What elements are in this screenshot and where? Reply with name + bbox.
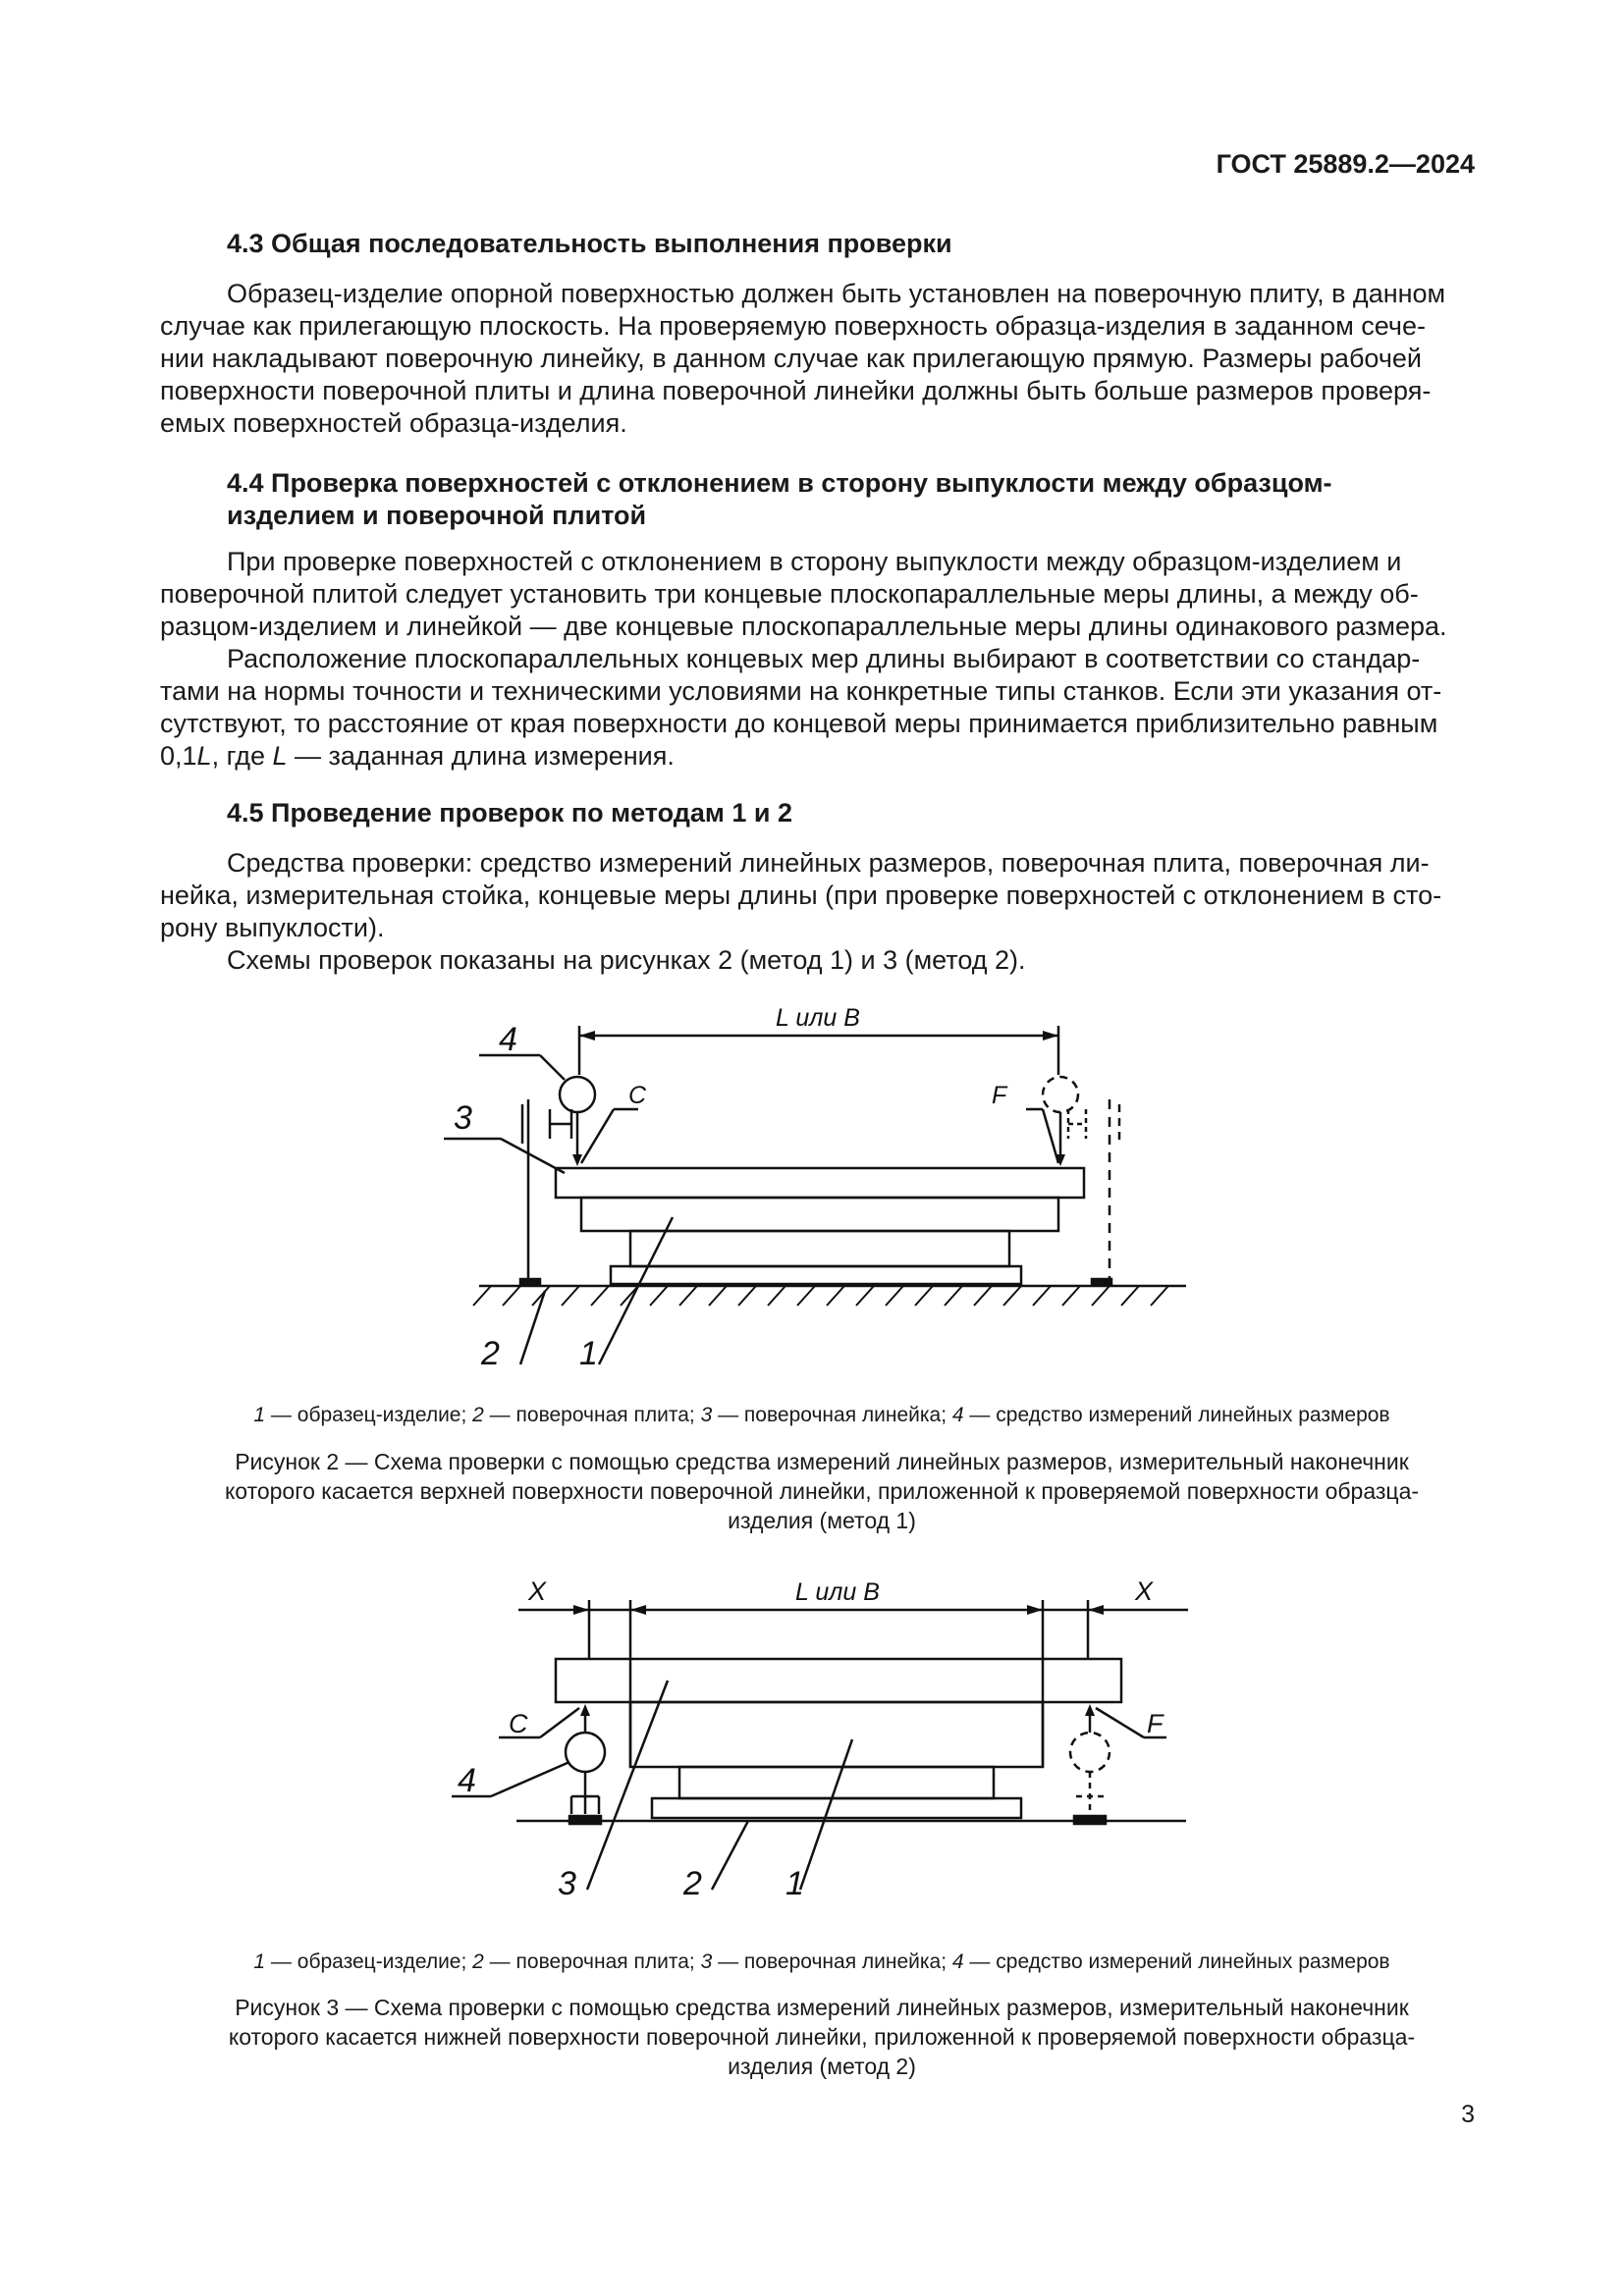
paragraph-line: емых поверхностей образца-изделия. bbox=[160, 408, 627, 438]
legend-text: — поверочная плита; bbox=[483, 1950, 701, 1973]
figure-3-diagram bbox=[0, 1561, 1624, 1924]
label-c: C bbox=[628, 1082, 647, 1109]
label-f: F bbox=[1147, 1709, 1164, 1738]
leader-f bbox=[1043, 1109, 1058, 1163]
paragraph-line: поверочной плитой следует установить три концевые плоскопараллельные меры длины, а между об- bbox=[160, 579, 1419, 609]
paragraph-line: разцом-изделием и линейкой — две концевые плоскопараллельные меры длины одинакового размера. bbox=[160, 612, 1447, 641]
x-label-left: X bbox=[528, 1576, 547, 1606]
gauge-right bbox=[1070, 1733, 1110, 1772]
legend-key: 2 bbox=[472, 1950, 484, 1973]
legend-key: 1 bbox=[253, 1950, 266, 1973]
stand-foot bbox=[1092, 1279, 1111, 1285]
section-4-5-title: 4.5 Проведение проверок по методам 1 и 2 bbox=[227, 798, 793, 828]
gauge-foot bbox=[1074, 1816, 1106, 1824]
arrow-head bbox=[1043, 1031, 1058, 1041]
legend-text: — образец-изделие; bbox=[265, 1950, 473, 1973]
leader-c bbox=[540, 1708, 579, 1737]
paragraph-line: Схемы проверок показаны на рисунках 2 (метод 1) и 3 (метод 2). bbox=[227, 945, 1026, 975]
variable-l: L bbox=[272, 741, 288, 771]
leader-4 bbox=[540, 1055, 565, 1080]
figure-2-legend bbox=[160, 1404, 1484, 1427]
gauge-foot bbox=[569, 1816, 601, 1824]
paragraph-line: поверхности поверочной плиты и длина поверочной линейки должны быть больше размеров проверя- bbox=[160, 376, 1432, 405]
legend-text: — поверочная линейка; bbox=[712, 1404, 952, 1426]
legend-text: — образец-изделие; bbox=[265, 1404, 473, 1426]
caption-line: Рисунок 3 — Схема проверки с помощью средства измерений линейных размеров, измерительный наконечник bbox=[235, 1995, 1409, 2020]
legend-key: 1 bbox=[253, 1404, 266, 1426]
leader-3 bbox=[587, 1681, 668, 1890]
stand-foot bbox=[520, 1279, 540, 1285]
arrow-head bbox=[573, 1605, 589, 1615]
arrow-head bbox=[630, 1605, 646, 1615]
workpiece bbox=[630, 1702, 1043, 1767]
caption-line: которого касается верхней поверхности поверочной линейки, приложенной к проверяемой поверхности образца- bbox=[224, 1478, 1420, 1504]
dimension-label: L или B bbox=[795, 1578, 880, 1606]
ground-hatch bbox=[473, 1286, 1168, 1306]
workpiece-lower bbox=[630, 1231, 1009, 1266]
paragraph-line: При проверке поверхностей с отклонением в сторону выпуклости между образцом-изделием и bbox=[227, 547, 1402, 576]
section-4-3 bbox=[160, 228, 1484, 440]
section-4-4-body bbox=[160, 546, 1484, 773]
paragraph-line: Средства проверки: средство измерений линейных размеров, поверочная плита, поверочная ли- bbox=[227, 848, 1430, 878]
document-header-id: ГОСТ 25889.2—2024 bbox=[1216, 149, 1475, 179]
plate bbox=[611, 1266, 1021, 1284]
legend-key: 3 bbox=[700, 1404, 713, 1426]
legend-text: — средство измерений линейных размеров bbox=[963, 1950, 1390, 1973]
caption-line: изделия (метод 1) bbox=[728, 1508, 916, 1533]
legend-text: — поверочная плита; bbox=[483, 1404, 701, 1426]
label-4: 4 bbox=[458, 1762, 476, 1799]
paragraph-line: Расположение плоскопараллельных концевых мер длины выбирают в соответствии со стандар- bbox=[227, 644, 1421, 673]
ruler bbox=[556, 1168, 1084, 1198]
section-4-5-body bbox=[160, 847, 1484, 977]
legend-key: 4 bbox=[951, 1950, 964, 1973]
workpiece-upper bbox=[581, 1198, 1058, 1231]
leader-2 bbox=[520, 1291, 545, 1364]
label-3: 3 bbox=[558, 1865, 576, 1902]
figure-3-legend bbox=[160, 1950, 1484, 1974]
text-run: — заданная длина измерения. bbox=[287, 741, 675, 771]
arrow-head bbox=[579, 1031, 595, 1041]
caption-line: Рисунок 2 — Схема проверки с помощью средства измерений линейных размеров, измерительный наконечник bbox=[235, 1449, 1409, 1474]
probe-tip bbox=[580, 1704, 590, 1716]
section-4-4 bbox=[160, 467, 1484, 773]
label-4: 4 bbox=[499, 1021, 517, 1058]
label-1: 1 bbox=[785, 1865, 804, 1902]
ruler bbox=[556, 1659, 1121, 1702]
x-label-right: X bbox=[1135, 1576, 1154, 1606]
arrow-head bbox=[1027, 1605, 1043, 1615]
text-run: 0,1 bbox=[160, 741, 197, 771]
paragraph-line: тами на нормы точности и техническими условиями на конкретные типы станков. Если эти указания от- bbox=[160, 676, 1442, 706]
leader-4 bbox=[491, 1762, 569, 1796]
variable-l: L bbox=[196, 741, 212, 771]
leader-f bbox=[1096, 1708, 1144, 1737]
legend-text: — средство измерений линейных размеров bbox=[963, 1404, 1390, 1426]
paragraph-line: случае как прилегающую плоскость. На проверяемую поверхность образца-изделия в заданном сече- bbox=[160, 311, 1426, 341]
figure-3-caption bbox=[160, 1993, 1484, 2081]
section-4-5 bbox=[160, 797, 1484, 977]
paragraph-line: Образец-изделие опорной поверхностью должен быть установлен на поверочную плиту, в данном bbox=[227, 279, 1446, 308]
caption-line: изделия (метод 2) bbox=[728, 2054, 916, 2079]
gauge-right bbox=[1043, 1077, 1078, 1112]
dimension-label: L или B bbox=[776, 1004, 860, 1032]
label-f: F bbox=[992, 1082, 1007, 1109]
legend-key: 4 bbox=[951, 1404, 964, 1426]
section-4-4-title-line2: изделием и поверочной плитой bbox=[227, 501, 647, 530]
section-4-3-title: 4.3 Общая последовательность выполнения проверки bbox=[227, 229, 952, 258]
legend-text: — поверочная линейка; bbox=[712, 1950, 952, 1973]
legend-key: 3 bbox=[700, 1950, 713, 1973]
caption-line: которого касается нижней поверхности поверочной линейки, приложенной к проверяемой поверхности образца- bbox=[228, 2024, 1416, 2050]
leader-2 bbox=[712, 1821, 748, 1890]
figure-2-diagram bbox=[0, 982, 1624, 1394]
label-2: 2 bbox=[481, 1335, 500, 1372]
label-3: 3 bbox=[454, 1099, 472, 1137]
plate bbox=[652, 1798, 1021, 1818]
paragraph-line: рону выпуклости). bbox=[160, 913, 385, 942]
section-4-4-title-line1: 4.4 Проверка поверхностей с отклонением в сторону выпуклости между образцом- bbox=[227, 468, 1332, 498]
leader-1 bbox=[599, 1217, 673, 1364]
legend-key: 2 bbox=[472, 1404, 484, 1426]
leader-3 bbox=[501, 1139, 565, 1173]
probe-tip bbox=[1085, 1704, 1095, 1716]
gauge-left bbox=[566, 1733, 605, 1772]
leader-1 bbox=[800, 1739, 852, 1890]
gauge-left bbox=[560, 1077, 595, 1112]
figure-2-caption bbox=[160, 1447, 1484, 1535]
leader-c bbox=[581, 1109, 614, 1163]
label-1: 1 bbox=[579, 1335, 598, 1372]
section-4-3-body bbox=[160, 278, 1484, 440]
probe-tip bbox=[572, 1154, 582, 1166]
label-2: 2 bbox=[683, 1865, 702, 1902]
paragraph-line: нейка, измерительная стойка, концевые меры длины (при проверке поверхностей с отклонением в сто- bbox=[160, 881, 1442, 910]
page-number: 3 bbox=[1461, 2101, 1475, 2128]
arrow-head bbox=[1088, 1605, 1104, 1615]
paragraph-line-last bbox=[160, 740, 1484, 773]
text-run: , где bbox=[211, 741, 273, 771]
paragraph-line: нии накладывают поверочную линейку, в данном случае как прилегающую прямую. Размеры рабочей bbox=[160, 344, 1423, 373]
label-c: C bbox=[509, 1709, 528, 1738]
paragraph-line: сутствуют, то расстояние от края поверхности до концевой меры принимается приблизительно равным bbox=[160, 709, 1438, 738]
